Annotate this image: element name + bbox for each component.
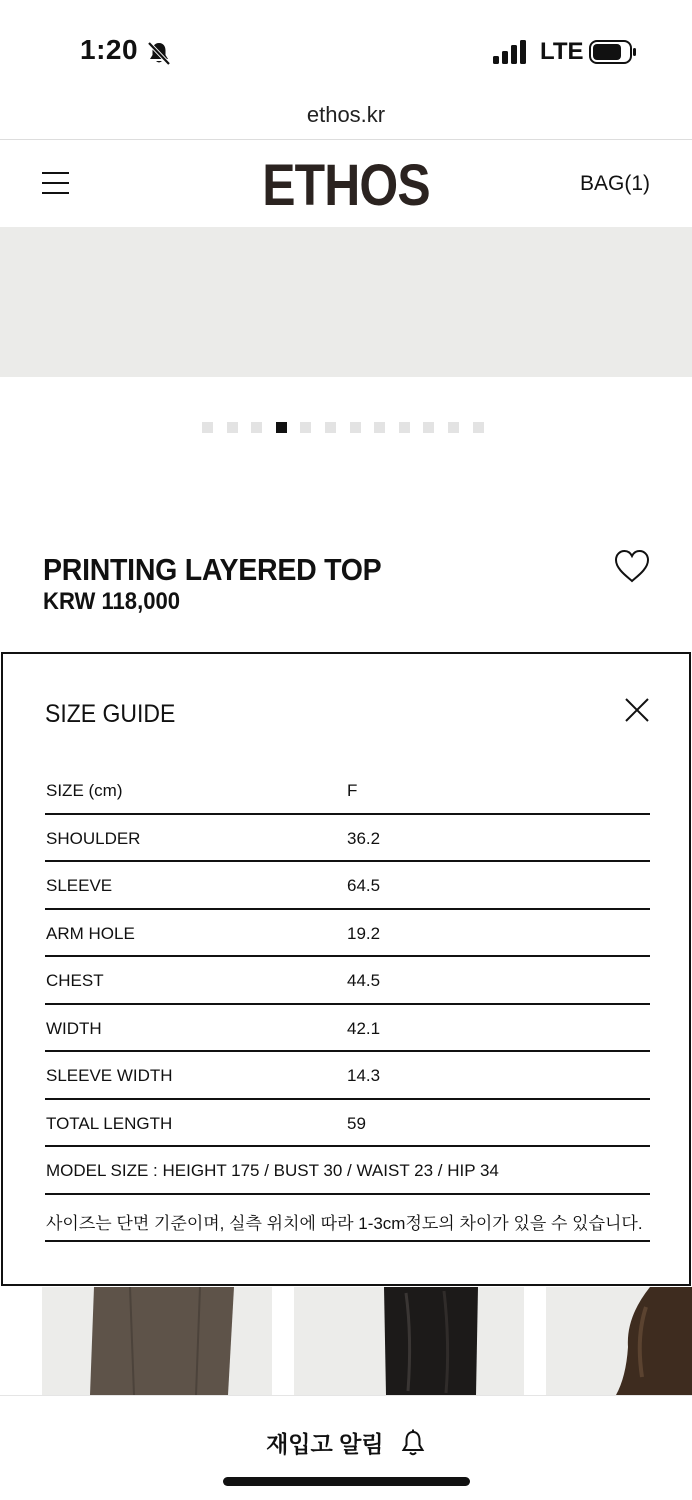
size-label: SLEEVE WIDTH — [46, 1066, 173, 1085]
gallery-dot[interactable] — [300, 422, 311, 433]
size-label: CHEST — [46, 971, 104, 990]
table-row — [45, 957, 650, 1005]
table-row — [45, 910, 650, 958]
size-value: 59 — [347, 1113, 366, 1133]
gallery-dot[interactable] — [251, 422, 262, 433]
disclaimer-row — [45, 1195, 650, 1243]
table-row — [45, 767, 650, 815]
size-value: 19.2 — [347, 923, 381, 943]
bell-slash-icon — [146, 40, 172, 66]
size-guide-title: SIZE GUIDE — [45, 700, 176, 728]
bell-icon — [400, 1429, 426, 1457]
size-table — [45, 767, 650, 1242]
network-type: LTE — [540, 38, 584, 65]
signal-icon — [493, 40, 529, 64]
pants-image — [42, 1287, 272, 1395]
gallery-pagination — [202, 422, 484, 433]
close-icon[interactable] — [623, 696, 651, 724]
gallery-dot[interactable] — [350, 422, 361, 433]
table-row — [45, 1052, 650, 1100]
size-label: ARM HOLE — [46, 923, 135, 943]
gallery-dot[interactable] — [423, 422, 434, 433]
gallery-dot[interactable] — [227, 422, 238, 433]
battery-icon — [589, 40, 637, 64]
status-time: 1:20 — [80, 34, 139, 65]
table-row — [45, 862, 650, 910]
size-label: SIZE (cm) — [46, 781, 123, 800]
model-size-row — [45, 1147, 650, 1195]
brand-logo[interactable]: ETHOS — [262, 153, 430, 218]
gallery-dot[interactable] — [325, 422, 336, 433]
size-value: 14.3 — [347, 1066, 381, 1085]
related-product-thumbnail[interactable] — [42, 1287, 272, 1395]
browser-url[interactable]: ethos.kr — [306, 102, 386, 127]
status-bar — [0, 0, 692, 127]
table-row — [45, 1005, 650, 1053]
bag-link[interactable]: BAG(1) — [579, 172, 650, 195]
size-label: SHOULDER — [46, 828, 141, 848]
table-row — [45, 1100, 650, 1148]
gallery-dot[interactable] — [399, 422, 410, 433]
restock-label: 재입고 알림 — [266, 1431, 384, 1457]
size-label: SLEEVE — [46, 876, 113, 895]
size-guide-modal — [1, 652, 691, 1286]
bag-image — [546, 1287, 692, 1395]
product-image[interactable] — [0, 227, 692, 377]
gallery-dot[interactable] — [473, 422, 484, 433]
disclaimer-text: 사이즈는 단면 기준이며, 실측 위치에 따라 1-3cm정도의 차이가 있을 수 있습니다. — [46, 1213, 643, 1233]
size-label: WIDTH — [46, 1018, 102, 1038]
url-divider — [0, 139, 692, 140]
gallery-dot[interactable] — [448, 422, 459, 433]
gallery-dot[interactable] — [202, 422, 213, 433]
related-product-thumbnail[interactable] — [546, 1287, 692, 1395]
size-value: 44.5 — [347, 971, 381, 990]
restock-alert-button[interactable] — [0, 1426, 692, 1459]
home-indicator — [223, 1477, 470, 1486]
size-value: F — [347, 781, 358, 800]
product-price: KRW 118,000 — [43, 588, 181, 615]
size-value: 64.5 — [347, 876, 381, 895]
leather-pants-image — [294, 1287, 524, 1395]
product-name: PRINTING LAYERED TOP — [43, 552, 382, 587]
size-label: TOTAL LENGTH — [46, 1113, 173, 1133]
heart-icon[interactable] — [613, 548, 651, 584]
bottom-bar — [0, 1395, 692, 1500]
related-product-thumbnail[interactable] — [294, 1287, 524, 1395]
size-value: 42.1 — [347, 1018, 381, 1038]
size-value: 36.2 — [347, 828, 381, 848]
gallery-dot-active[interactable] — [276, 422, 287, 433]
gallery-dot[interactable] — [374, 422, 385, 433]
model-size-text: MODEL SIZE : HEIGHT 175 / BUST 30 / WAIST 23 / HIP 34 — [46, 1161, 499, 1180]
table-row — [45, 815, 650, 863]
